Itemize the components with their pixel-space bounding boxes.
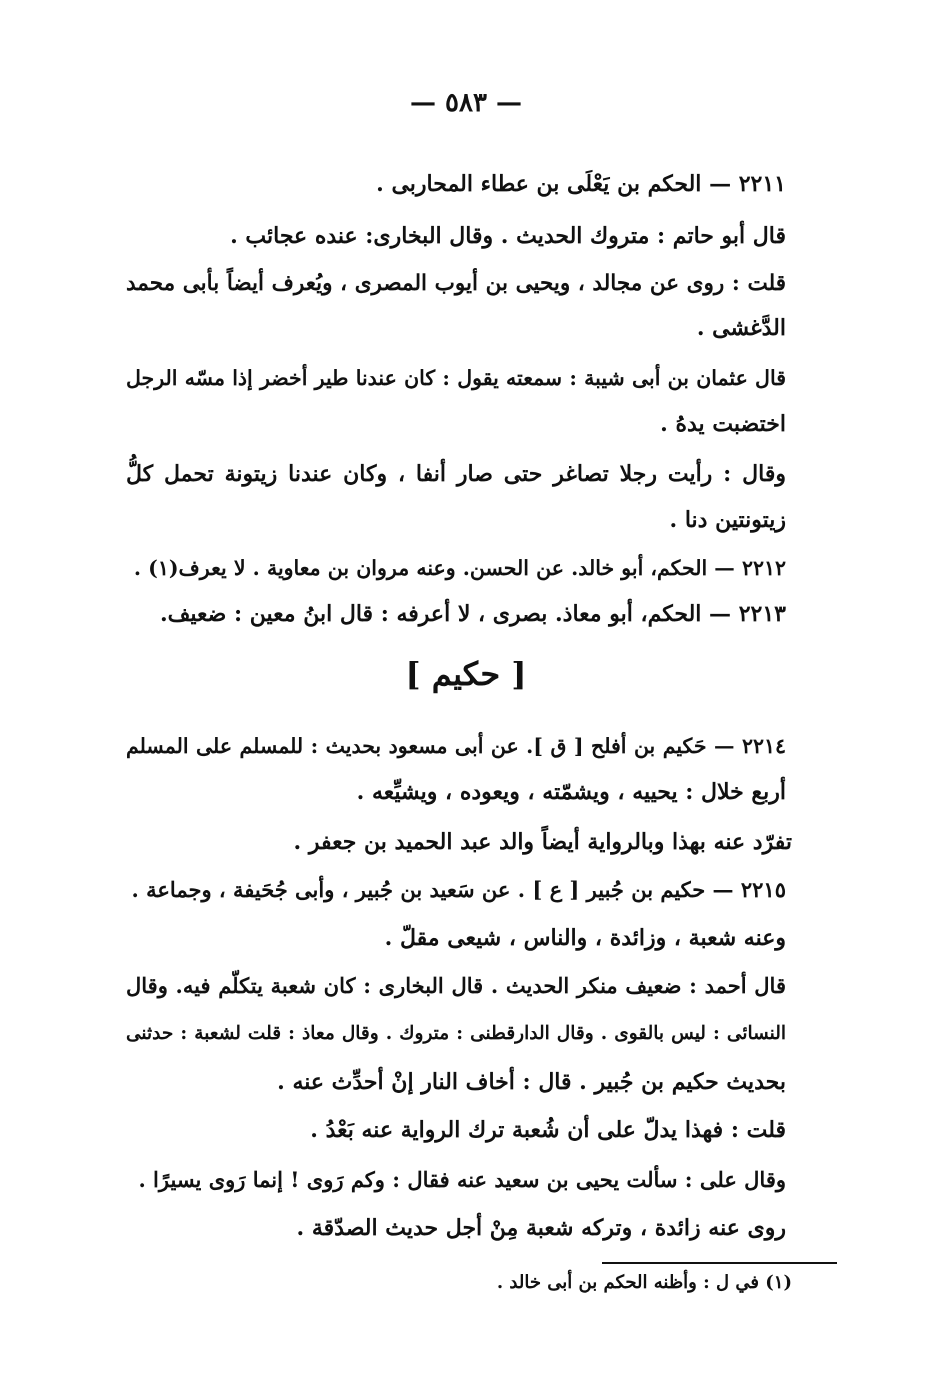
entry-2211-title: ٢٢١١ — الحكم بن يَعْلَى بن عطاء المحاربى . — [376, 171, 786, 197]
entry-2215-title: ٢٢١٥ — حكيم بن جُبير [ ع ] . عن سَعيد بن جُبير ، وأبى جُحَيفة ، وجماعة . — [131, 877, 786, 902]
page-number: — ٥٨٣ — — [409, 88, 523, 118]
entry-2215-line-4: بحديث حكيم بن جُبير . قال : أخاف النار إنْ أحدِّث عنه . — [277, 1069, 786, 1095]
entry-2211-line-3: الدَّغشى . — [696, 315, 786, 341]
entry-2211-line-1: قال أبو حاتم : متروك الحديث . وقال البخارى: عنده عجائب . — [230, 223, 786, 249]
entry-2211-line-2: قلت : روى عن مجالد ، ويحيى بن أيوب المصرى ، ويُعرف أيضاً بأبى محمد — [126, 271, 786, 296]
entry-2211-line-5: اختضبت يدهُ . — [660, 411, 786, 437]
entry-2214-line-2: تفرّد عنه بهذا وبالرواية أيضاً والد عبد الحميد بن جعفر . — [293, 829, 792, 855]
section-heading: [ حكيم ] — [405, 655, 527, 693]
entry-2215-line-5: قلت : فهذا يدلّ على أن شُعبة ترك الرواية عنه بَعْدُ . — [310, 1117, 786, 1143]
entry-2213: ٢٢١٣ — الحكم، أبو معاذ. بصرى ، لا أعرفه : قال ابنُ معين : ضعيف. — [159, 601, 786, 627]
entry-2211-line-7: زيتونتين دنا . — [669, 507, 786, 533]
footnote: (١) في ل : وأظنه الحكم بن أبى خالد . — [496, 1272, 792, 1293]
entry-2212: ٢٢١٢ — الحكم، أبو خالد. عن الحسن. وعنه مروان بن معاوية . لا يعرف(١) . — [133, 556, 786, 580]
entry-2211-line-4: قال عثمان بن أبى شيبة : سمعته يقول : كان عندنا طير أخضر إذا مسّه الرجل — [126, 366, 786, 390]
entry-2214-title: ٢٢١٤ — حَكيم بن أفلح [ ق ]. عن أبى مسعود بحديث : للمسلم على المسلم — [126, 734, 786, 758]
entry-2215-line-6: وقال على : سألت يحيى بن سعيد عنه فقال : وكم رَوى ! إنما رَوى يسيرًا . — [138, 1167, 786, 1192]
entry-2214-line-1: أربع خلال : يحييه ، ويشمّته ، ويعوده ، ويشيِّعه . — [356, 779, 786, 805]
entry-2215-line-3: النسائى : ليس بالقوى . وقال الدارقطنى : متروك . وقال معاذ : قلت لشعبة : حدثنى — [126, 1023, 786, 1044]
entry-2211-line-6: وقال : رأيت رجلا تصاغر حتى صار أنفا ، وكان عندنا زيتونة تحمل كلُّ — [126, 461, 786, 487]
entry-2215-line-2: قال أحمد : ضعيف منكر الحديث . قال البخارى : كان شعبة يتكلّم فيه. وقال — [126, 973, 786, 998]
footnote-divider — [602, 1262, 837, 1264]
entry-2215-line-7: روى عنه زائدة ، وتركه شعبة مِنْ أجل حديث الصدّقة . — [296, 1215, 786, 1241]
entry-2215-line-1: وعنه شعبة ، وزائدة ، والناس ، شيعى مقلّ . — [384, 925, 786, 951]
